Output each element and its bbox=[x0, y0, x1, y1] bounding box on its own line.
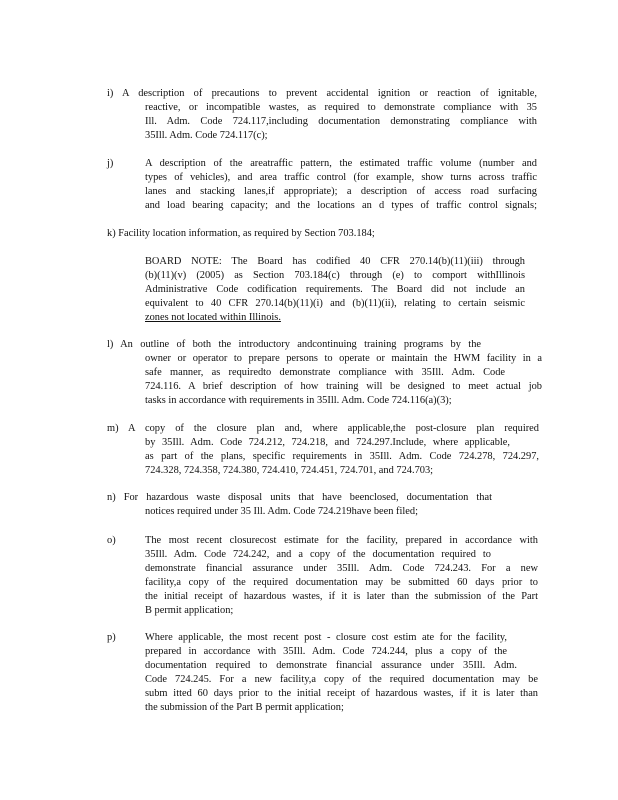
paragraph-l bbox=[107, 338, 542, 408]
paragraph-n bbox=[107, 491, 497, 519]
paragraph-line: subm itted 60 days prior to the initial receipt of hazardous wastes, if it is later than bbox=[145, 688, 538, 699]
paragraph-line: B permit application; bbox=[145, 605, 234, 616]
paragraph-line: owner or operator to prepare persons to operate or maintain the HWM facility in a bbox=[145, 353, 542, 364]
paragraph-j bbox=[145, 157, 537, 213]
paragraph-line: A description of the areatraffic pattern, the estimated traffic volume (number and bbox=[145, 158, 537, 169]
paragraph-o-marker: o) bbox=[107, 535, 116, 546]
paragraph-line: Code 724.245. For a new facility,a copy of the required documentation may be bbox=[145, 674, 538, 685]
board-note bbox=[145, 255, 525, 325]
paragraph-line: 35Ill. Adm. Code 724.242, and a copy of the documentation required to bbox=[145, 549, 491, 560]
board-note-line: (b)(11)(v) (2005) as Section 703.184(c) through (e) to comport withIllinois bbox=[145, 270, 525, 281]
paragraph-line: Ill. Adm. Code 724.117,including documentation demonstrating compliance with bbox=[145, 116, 537, 127]
paragraph-line: Where applicable, the most recent post - closure cost estim ate for the facility, bbox=[145, 632, 507, 643]
board-note-line: equivalent to 40 CFR 270.14(b)(11)(i) and (b)(11)(ii), relating to certain seismic bbox=[145, 298, 525, 309]
paragraph-line: prepared in accordance with 35Ill. Adm. Code 724.244, plus a copy of the bbox=[145, 646, 507, 657]
paragraph-line: notices required under 35 Ill. Adm. Code 724.219have been filed; bbox=[145, 506, 418, 517]
paragraph-j-marker: j) bbox=[107, 158, 114, 169]
board-note-line: BOARD NOTE: The Board has codified 40 CFR 270.14(b)(11)(iii) through bbox=[145, 256, 525, 267]
paragraph-line: safe manner, as requiredto demonstrate compliance with 35Ill. Adm. Code bbox=[145, 367, 505, 378]
paragraph-line: l) An outline of both the introductory andcontinuing training programs by the bbox=[107, 339, 481, 350]
paragraph-line: 724.116. A brief description of how training will be designed to meet actual job bbox=[145, 381, 542, 392]
paragraph-line: by 35Ill. Adm. Code 724.212, 724.218, and 724.297.Include, where applicable, bbox=[145, 437, 510, 448]
board-note-line: Administrative Code codification requirements. The Board did not include an bbox=[145, 284, 525, 295]
paragraph-line: 724.328, 724.358, 724.380, 724.410, 724.451, 724.701, and 724.703; bbox=[145, 465, 434, 476]
paragraph-line: The most recent closurecost estimate for the facility, prepared in accordance with bbox=[145, 535, 538, 546]
paragraph-i bbox=[107, 87, 537, 143]
paragraph-line: the initial receipt of hazardous wastes, if it is later than the submission of the Part bbox=[145, 591, 538, 602]
paragraph-m bbox=[107, 422, 539, 478]
paragraph-line: m) A copy of the closure plan and, where applicable,the post-closure plan required bbox=[107, 423, 539, 434]
paragraph-line: demonstrate financial assurance under 35Ill. Adm. Code 724.243. For a new bbox=[145, 563, 538, 574]
paragraph-p-marker: p) bbox=[107, 632, 116, 643]
paragraph-o bbox=[145, 534, 538, 618]
paragraph-line: 35Ill. Adm. Code 724.117(c); bbox=[145, 130, 268, 141]
paragraph-line: facility,a copy of the required documentation may be submitted 60 days prior to bbox=[145, 577, 538, 588]
paragraph-line: i) A description of precautions to prevent accidental ignition or reaction of ignitable, bbox=[107, 88, 537, 99]
paragraph-p bbox=[145, 631, 538, 715]
paragraph-line: as part of the plans, specific requirements in 35Ill. Adm. Code 724.278, 724.297, bbox=[145, 451, 539, 462]
paragraph-line: documentation required to demonstrate financial assurance under 35Ill. Adm. bbox=[145, 660, 517, 671]
paragraph-line: types of vehicles), and area traffic control (for example, show turns across traffic bbox=[145, 172, 537, 183]
paragraph-line: and load bearing capacity; and the locations an d types of traffic control signals; bbox=[145, 200, 537, 211]
paragraph-line: tasks in accordance with requirements in 35Ill. Adm. Code 724.116(a)(3); bbox=[145, 395, 452, 406]
paragraph-line: reactive, or incompatible wastes, as required to demonstrate compliance with 35 bbox=[145, 102, 537, 113]
paragraph-k bbox=[107, 227, 407, 241]
paragraph-line: lanes and stacking lanes,if appropriate); a description of access road surfacing bbox=[145, 186, 537, 197]
paragraph-line: n) For hazardous waste disposal units that have beenclosed, documentation that bbox=[107, 492, 492, 503]
board-note-line: zones not located within Illinois. bbox=[145, 312, 281, 323]
paragraph-line: the submission of the Part B permit application; bbox=[145, 702, 344, 713]
paragraph-line: k) Facility location information, as required by Section 703.184; bbox=[107, 228, 375, 239]
